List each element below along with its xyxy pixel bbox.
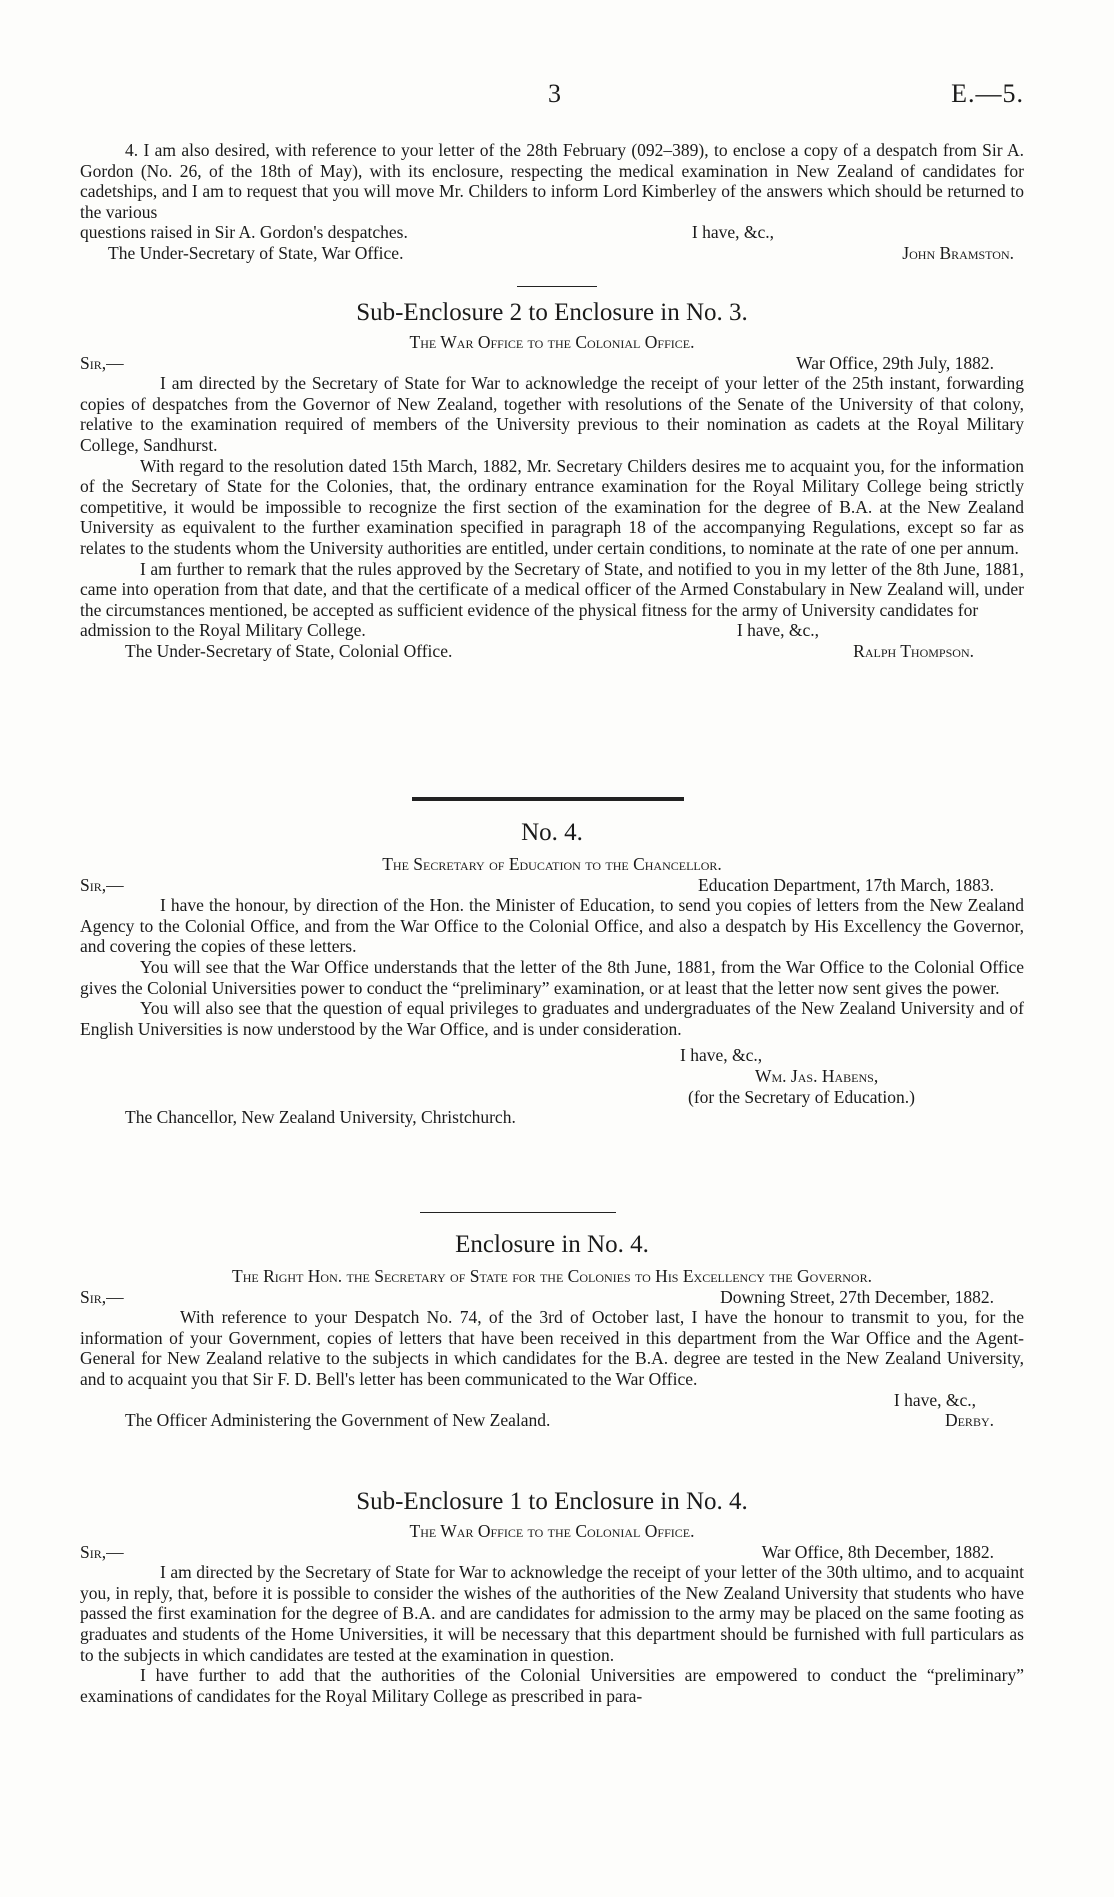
sub-enclosure-2 — [80, 298, 1024, 662]
divider-thick — [412, 797, 684, 801]
letter-paragraph: You will see that the War Office understands that the letter of the 8th June, 1881, from the War Office to the Colonial Office gives the Colonial Universities power to conduct the “preliminary” examination, or at least that the letter now sent gives the power. — [80, 956, 1024, 998]
salutation: Sir,— — [80, 874, 124, 895]
section-title: Sub-Enclosure 1 to Enclosure in No. 4. — [356, 1488, 748, 1515]
document-code: E.—5. — [951, 79, 1024, 108]
letter-paragraph: I have further to add that the authorities of the Colonial Universities are empowered to conduct the “preliminary” examinations of candidates for the Royal Military College as prescribed in para- — [80, 1665, 1024, 1706]
paragraph-last-line: admission to the Royal Military College. — [80, 620, 366, 641]
signature: Ralph Thompson. — [853, 640, 974, 661]
from-to-line: The War Office to the Colonial Office. — [409, 1521, 695, 1541]
closing: I have, &c., — [736, 620, 819, 641]
paragraph-4-text: 4. I am also desired, with reference to your letter of the 28th February (092–389), to enclose a copy of a despatch from Sir A. Gordon (No. 26, of the 18th of May), with its enclosure, respecting the medical examination in New Zealand of candidates for cadetships, and I am to request that you will move Mr. Childers to inform Lord Kimberley of the answers which should be returned to the various — [80, 140, 1024, 222]
salutation: Sir,— — [80, 352, 124, 373]
divider-short — [517, 286, 597, 287]
letter-paragraph: I have the honour, by direction of the Hon. the Minister of Education, to send you copies of letters from the New Zealand Agency to the Colonial Office, and from the War Office to the Colonial Office, and also a despatch by His Excellency the Governor, and covering the copies of these letters. — [80, 895, 1024, 957]
paragraph-4-last-line: questions raised in Sir A. Gordon's despatches. — [80, 222, 408, 243]
addressee: The Officer Administering the Government of New Zealand. — [125, 1410, 551, 1431]
from-to-line: The War Office to the Colonial Office. — [409, 332, 695, 352]
section-title: Enclosure in No. 4. — [455, 1231, 649, 1258]
addressee: The Under-Secretary of State, War Office. — [108, 242, 404, 263]
salutation: Sir,— — [80, 1286, 124, 1307]
letter-paragraph: I am further to remark that the rules approved by the Secretary of State, and notified to you in my letter of the 8th June, 1881, came into operation from that date, and that the certificate of a medical officer of the Armed Constabulary in New Zealand will, under the circumstances mentioned, be accepted as sufficient evidence of the physical fitness for the army of University candidates for — [80, 558, 1024, 620]
closing: I have, &c., — [680, 1045, 763, 1066]
dateline: Education Department, 17th March, 1883. — [698, 874, 994, 895]
letter-paragraph: I am directed by the Secretary of State for War to acknowledge the receipt of your letter of the 30th ultimo, and to acquaint you, in reply, that, before it is possible to consider the wishes of the authorities of the New Zealand University that students who have passed the first examination for the degree of B.A. and are candidates for admission to the army may be placed on the same footing as graduates and students of the Home Universities, it will be necessary that this department should be furnished with full particulars as to the subjects in which candidates are tested at the examination in question. — [80, 1562, 1024, 1665]
addressee: The Chancellor, New Zealand University, Christchurch. — [125, 1107, 516, 1128]
addressee: The Under-Secretary of State, Colonial Office. — [125, 640, 453, 661]
dateline: Downing Street, 27th December, 1882. — [720, 1286, 994, 1307]
document-no-4 — [80, 818, 1024, 1128]
dateline: War Office, 8th December, 1882. — [761, 1541, 994, 1562]
sub-enclosure-1 — [80, 1487, 1024, 1706]
closing: I have, &c., — [691, 222, 774, 243]
signature: Wm. Jas. Habens, — [755, 1065, 879, 1086]
section-title: No. 4. — [521, 819, 583, 846]
paragraph-4 — [80, 140, 1024, 264]
from-to-line: The Right Hon. the Secretary of State for the Colonies to His Excellency the Governor. — [232, 1266, 872, 1286]
dateline: War Office, 29th July, 1882. — [796, 352, 994, 373]
section-title: Sub-Enclosure 2 to Enclosure in No. 3. — [356, 299, 748, 326]
letter-paragraph: I am directed by the Secretary of State for War to acknowledge the receipt of your letter of the 25th instant, forwarding copies of despatches from the Governor of New Zealand, together with resolutions of the Senate of the University of that colony, relative to the examination required of members of the University previous to their nomination as cadets at the Royal Military College, Sandhurst. — [80, 373, 1024, 455]
letter-paragraph: With reference to your Despatch No. 74, of the 3rd of October last, I have the honour to transmit to you, for the information of your Government, copies of letters that have been received in this department from the War Office and the Agent-General for New Zealand relative to the subjects in which candidates for the B.A. degree are tested in the New Zealand University, and to acquaint you that Sir F. D. Bell's letter has been communicated to the War Office. — [80, 1307, 1024, 1389]
signature: John Bramston. — [902, 242, 1014, 263]
signature-note: (for the Secretary of Education.) — [688, 1086, 915, 1107]
salutation: Sir,— — [80, 1541, 124, 1562]
enclosure-no-4 — [80, 1230, 1024, 1431]
divider-medium — [420, 1212, 616, 1213]
closing: I have, &c., — [893, 1389, 976, 1410]
page-number: 3 — [548, 79, 561, 108]
letter-paragraph: You will also see that the question of equal privileges to graduates and undergraduates of the New Zealand University and of English Universities is now understood by the War Office, and is under consideration. — [80, 998, 1024, 1039]
signature: Derby. — [944, 1410, 994, 1431]
from-to-line: The Secretary of Education to the Chancellor. — [382, 854, 722, 874]
letter-paragraph: With regard to the resolution dated 15th March, 1882, Mr. Secretary Childers desires me to acquaint you, for the information of the Secretary of State for the Colonies, that, the ordinary entrance examination for the Royal Military College being strictly competitive, it would be impossible to recognize the first section of the examination for the degree of B.A. at the New Zealand University as equivalent to the further examination specified in paragraph 18 of the accompanying Regulations, except so far as relates to the students whom the University authorities are entitled, under certain conditions, to nominate at the rate of one per annum. — [80, 455, 1024, 558]
